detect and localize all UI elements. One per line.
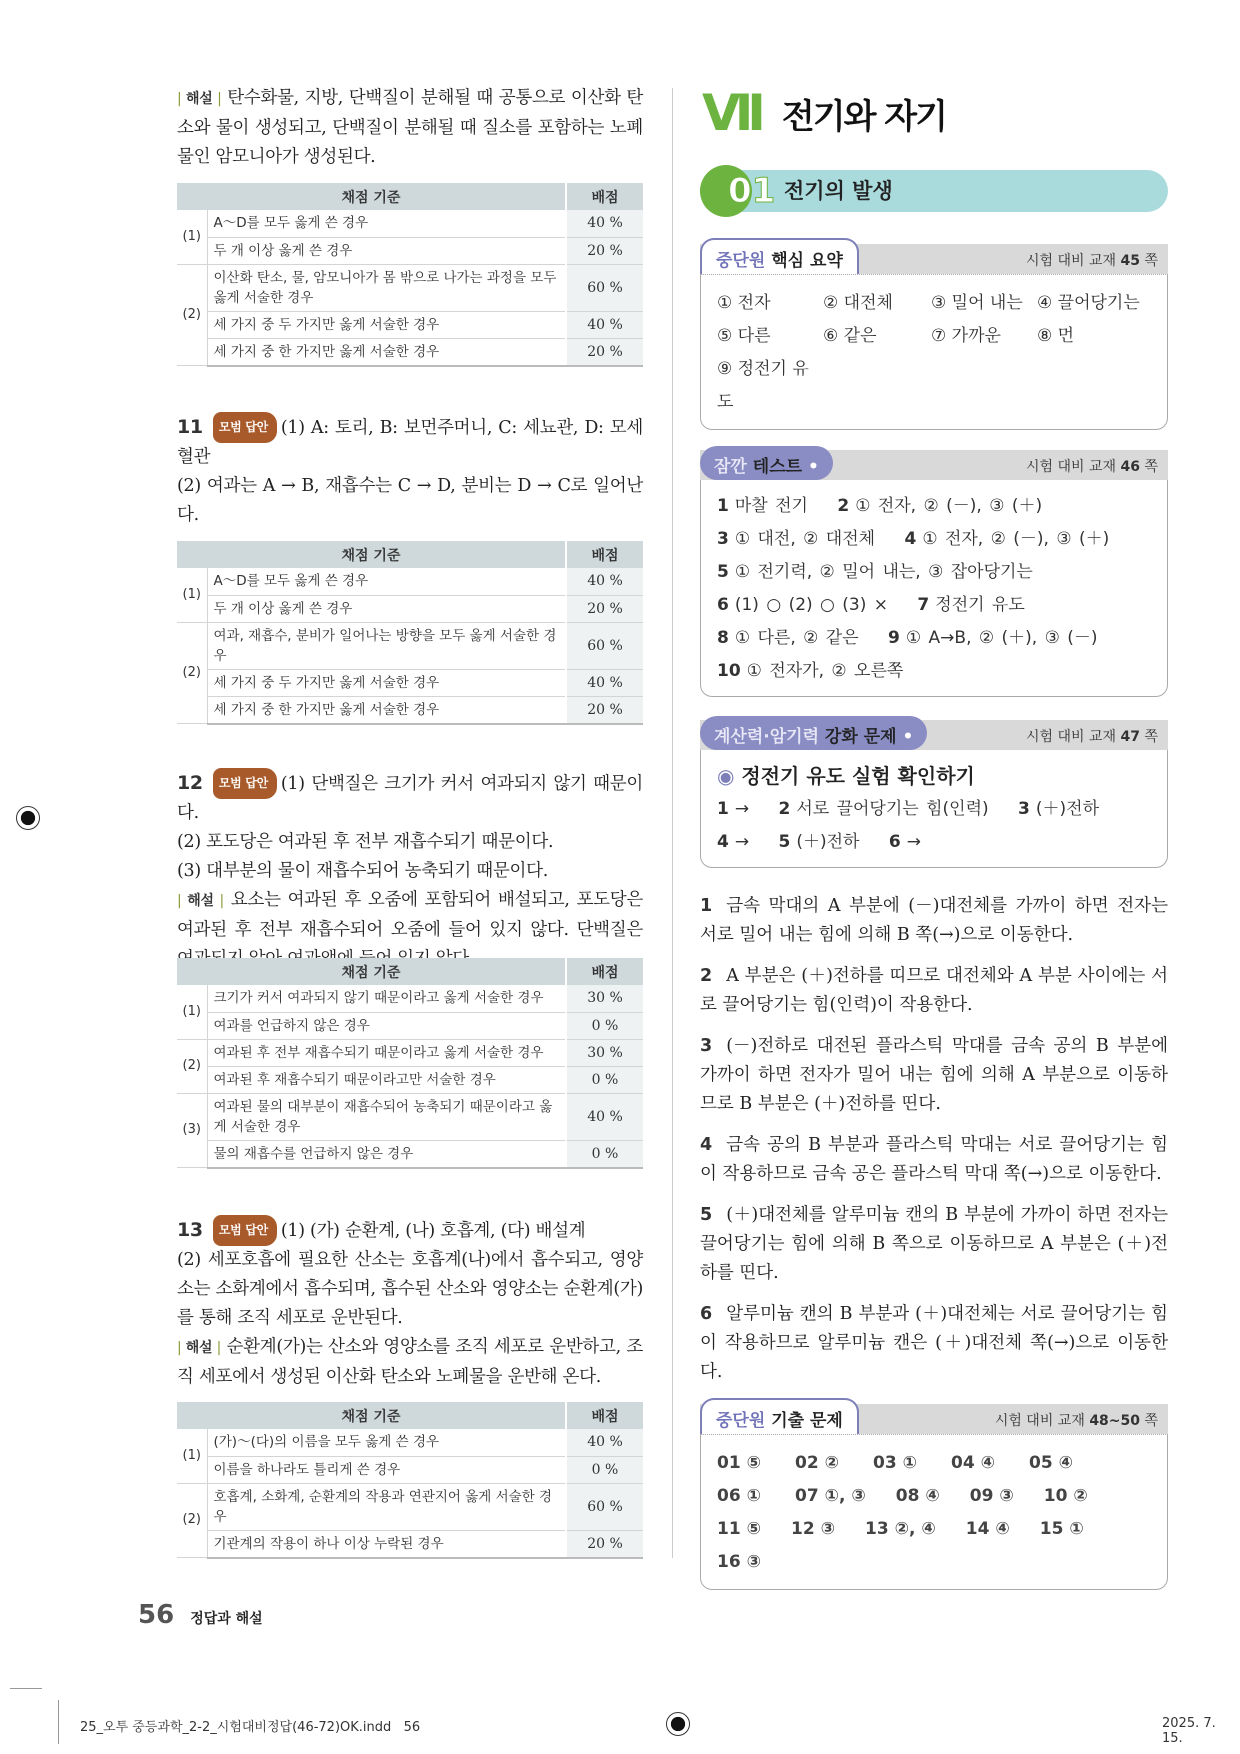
table-row — [177, 237, 643, 264]
score-cell: 40 % — [566, 210, 643, 237]
answer-text: (1) (가) 순환계, (나) 호흡계, (다) 배설계 — [280, 1221, 586, 1241]
question-number: 11 — [177, 416, 203, 438]
criteria-cell: 여과, 재흡수, 분비가 일어나는 방향을 모두 옳게 서술한 경우 — [207, 622, 566, 669]
item-text: 알루미늄 캔의 B 부분과 (＋)대전체는 서로 끌어당기는 힘이 작용하므로 알루미늄 캔은 (＋)대전체 쪽(→)으로 이동한다. — [700, 1304, 1168, 1382]
bullet-icon: ◉ — [717, 764, 735, 788]
table-row — [177, 1456, 643, 1483]
item-text: ② — [824, 1453, 839, 1473]
score-cell: 0 % — [566, 1066, 643, 1093]
row-group: (3) — [177, 1093, 207, 1168]
explanation-10 — [177, 84, 643, 172]
table-row — [177, 1012, 643, 1039]
score-header: 배점 — [566, 958, 643, 985]
question-number: 13 — [177, 1219, 203, 1241]
item-text: ① 전자, ② (－), ③ (＋) — [855, 496, 1043, 516]
item-number: 7 — [917, 595, 930, 615]
answer-item — [779, 799, 989, 819]
answer-item — [717, 529, 875, 549]
score-cell: 60 % — [566, 1483, 643, 1530]
score-cell: 40 % — [566, 669, 643, 696]
exam-answer — [717, 1447, 761, 1480]
answer-item — [904, 529, 1109, 549]
criteria-header: 채점 기준 — [177, 1402, 566, 1429]
section-banner — [700, 170, 1168, 212]
table-row — [177, 696, 643, 724]
exam-answer — [1044, 1480, 1088, 1513]
scoring-table — [177, 183, 643, 367]
criteria-cell: 크기가 커서 여과되지 않기 때문이라고 옳게 서술한 경우 — [207, 985, 566, 1012]
item-text: 금속 막대의 A 부분에 (－)대전체를 가까이 하면 전자는 서로 밀어 내는 힘에 의해 B 쪽(→)으로 이동한다. — [700, 896, 1168, 945]
item-text: ②, ④ — [894, 1519, 936, 1539]
item-number: 2 — [837, 496, 850, 516]
criteria-header: 채점 기준 — [177, 183, 566, 210]
exam-answer — [795, 1480, 866, 1513]
exam-answer — [717, 1480, 761, 1513]
table-row — [177, 622, 643, 669]
item-text: ④ — [980, 1453, 995, 1473]
exam-answer — [1029, 1447, 1073, 1480]
explanation-item — [700, 1032, 1168, 1119]
item-text: ① 전자, ② (－), ③ (＋) — [922, 529, 1110, 549]
explanation-item — [700, 1201, 1168, 1288]
explanation-item — [700, 892, 1168, 950]
criteria-cell: 세 가지 중 두 가지만 옳게 서술한 경우 — [207, 311, 566, 338]
row-group: (1) — [177, 1429, 207, 1483]
quick-test-box: 잠깐 테스트 • 시험 대비 교재 46 쪽 1 마찰 전기 2 ① 전자, ② (－), ③ (＋) 3 ① 대전, ② 대전체 4 ① 전자, ② (－), ③ (＋) 5 ① 전기력, ② 밀어 내는, ③ 잡아당기는 6 (1) ○ (2) ○ (3) × 7 정전기 유도 8 ① 다른, ② 같은 9 ① A→B, ② (＋), ③ (－) 10 ① 전자가, ② 오른쪽 — [700, 450, 1168, 697]
item-text: ① 다른, ② 같은 — [734, 628, 859, 648]
item-number: 03 — [873, 1453, 897, 1473]
item-text: ③ — [820, 1519, 835, 1539]
item-number: 2 — [778, 799, 791, 819]
answer-item — [889, 832, 921, 852]
explanation-text: 탄수화물, 지방, 단백질이 분해될 때 공통으로 이산화 탄소와 물이 생성되고, 단백질이 분해될 때 질소를 포함하는 노폐물인 암모니아가 생성된다. — [177, 88, 643, 167]
criteria-cell: 여과를 언급하지 않은 경우 — [207, 1012, 566, 1039]
item-number: 15 — [1039, 1519, 1064, 1539]
criteria-cell: 세 가지 중 두 가지만 옳게 서술한 경우 — [207, 669, 566, 696]
criteria-cell: A～D를 모두 옳게 쓴 경우 — [207, 210, 566, 237]
column-divider — [672, 88, 673, 1558]
score-header: 배점 — [566, 1402, 643, 1429]
summary-item: ② 대전체 — [823, 293, 893, 313]
summary-item: ⑤ 다른 — [717, 326, 771, 346]
exam-answer — [795, 1447, 839, 1480]
score-cell: 20 % — [566, 696, 643, 724]
criteria-cell: (가)～(다)의 이름을 모두 옳게 쓴 경우 — [207, 1429, 566, 1456]
item-text: ① A→B, ② (＋), ③ (－) — [905, 628, 1098, 648]
page-number: 56 — [138, 1600, 175, 1630]
answer-text: (2) 세포호흡에 필요한 산소는 호흡계(나)에서 흡수되고, 영양소는 소화계에서 흡수되며, 흡수된 산소와 영양소는 순환계(가)를 통해 조직 세포로 운반된다. — [177, 1250, 643, 1328]
item-number: 6 — [700, 1304, 713, 1324]
table-row — [177, 338, 643, 366]
chapter-heading: 전기와 자기 — [781, 96, 946, 137]
item-number: 1 — [717, 799, 729, 819]
crop-mark — [10, 1688, 42, 1689]
criteria-cell: 세 가지 중 한 가지만 옳게 서술한 경우 — [207, 338, 566, 366]
score-cell: 20 % — [566, 1530, 643, 1558]
item-number: 14 — [965, 1519, 990, 1539]
item-number: 5 — [700, 1205, 713, 1225]
model-answer-badge: 모범 답안 — [213, 768, 277, 799]
criteria-cell: 물의 재흡수를 언급하지 않은 경우 — [207, 1140, 566, 1168]
item-number: 6 — [717, 595, 729, 615]
row-group: (2) — [177, 264, 207, 366]
page-footer — [138, 1600, 263, 1630]
criteria-header: 채점 기준 — [177, 541, 566, 568]
score-cell: 20 % — [566, 237, 643, 264]
registration-mark-icon — [16, 806, 40, 830]
criteria-cell: 여과된 후 재흡수되기 때문이라고만 서술한 경우 — [207, 1066, 566, 1093]
item-text: ③ — [746, 1552, 761, 1572]
table-row — [177, 1140, 643, 1168]
item-number: 13 — [865, 1519, 889, 1539]
item-number: 01 — [717, 1453, 741, 1473]
score-cell: 20 % — [566, 595, 643, 622]
answer-item — [779, 832, 860, 852]
item-text: → — [906, 832, 921, 852]
item-text: (＋)대전체를 알루미늄 캔의 B 부분에 가까이 하면 전자는 끌어당기는 힘에 의해 B 쪽으로 이동하므로 A 부분은 (＋)전하를 띤다. — [700, 1205, 1168, 1283]
item-text: 금속 공의 B 부분과 플라스틱 막대는 서로 끌어당기는 힘이 작용하므로 금속 공은 플라스틱 막대 쪽(→)으로 이동한다. — [700, 1135, 1168, 1184]
exam-answer — [966, 1513, 1010, 1546]
table-row — [177, 568, 643, 595]
item-text: ① 전자가, ② 오른쪽 — [746, 661, 904, 681]
item-number: 09 — [969, 1486, 994, 1506]
answer-item — [717, 496, 808, 516]
exam-answer — [717, 1546, 761, 1579]
criteria-cell: 여과된 후 전부 재흡수되기 때문이라고 옳게 서술한 경우 — [207, 1039, 566, 1066]
criteria-header: 채점 기준 — [177, 958, 566, 985]
score-cell: 60 % — [566, 622, 643, 669]
explanation-item — [700, 962, 1168, 1020]
registration-mark-icon — [666, 1712, 690, 1736]
chapter-title — [702, 84, 946, 142]
table-row — [177, 1429, 643, 1456]
row-group: (1) — [177, 985, 207, 1039]
explanation-label: | 해설 | — [177, 1340, 222, 1356]
item-number: 07 — [795, 1486, 819, 1506]
table-row — [177, 210, 643, 237]
row-group: (2) — [177, 622, 207, 724]
answer-item — [717, 628, 859, 648]
item-text: ① — [902, 1453, 917, 1473]
item-number: 11 — [717, 1519, 741, 1539]
answer-text: (2) 여과는 A → B, 재흡수는 C → D, 분비는 D → C로 일어난다. — [177, 476, 643, 525]
explanation-text: 요소는 여과된 후 오줌에 포함되어 배설되고, 포도당은 여과된 후 전부 재흡수되어 오줌에 들어 있지 않다. 단백질은 — [177, 890, 643, 940]
item-number: 1 — [700, 896, 713, 916]
print-date: 2025. 7. 15. — [1162, 1716, 1216, 1746]
item-number: 04 — [951, 1453, 975, 1473]
exam-answer — [951, 1447, 995, 1480]
criteria-cell: 세 가지 중 한 가지만 옳게 서술한 경우 — [207, 696, 566, 724]
summary-item: ⑦ 가까운 — [931, 326, 1001, 346]
score-cell: 30 % — [566, 1039, 643, 1066]
scoring-table — [177, 1402, 643, 1559]
explanation-item — [700, 1131, 1168, 1189]
explanation-item — [700, 1300, 1168, 1387]
exam-answer — [865, 1513, 936, 1546]
item-number: 3 — [700, 1036, 713, 1056]
answer-item — [717, 799, 749, 819]
calc-box: 계산력·암기력 강화 문제 • 시험 대비 교재 47 쪽 ◉ 정전기 유도 실험 확인하기 1 → 2 서로 끌어당기는 힘(인력) 3 (＋)전하 4 → 5 (＋)전하 6 → — [700, 720, 1168, 868]
item-number: 4 — [700, 1135, 713, 1155]
item-text: 서로 끌어당기는 힘(인력) — [796, 799, 989, 819]
answer-text: (2) 포도당은 여과된 후 전부 재흡수되기 때문이다. — [177, 832, 554, 852]
answer-item — [717, 562, 1033, 582]
answer-item — [837, 496, 1042, 516]
scoring-table-12 — [177, 958, 643, 1169]
summary-item: ⑥ 같은 — [823, 326, 877, 346]
table-row — [177, 595, 643, 622]
score-cell: 0 % — [566, 1140, 643, 1168]
section-number: 01 — [728, 171, 776, 211]
item-text: ① — [746, 1486, 761, 1506]
summary-item: ⑨ 정전기 유도 — [717, 359, 809, 412]
item-number: 05 — [1029, 1453, 1053, 1473]
item-number: 5 — [717, 562, 729, 582]
score-cell: 40 % — [566, 1093, 643, 1140]
answer-text: (1) A: 토리, B: 보먼주머니, C: 세뇨관, D: 모세혈관 — [177, 418, 643, 467]
item-text: ④ — [995, 1519, 1010, 1539]
scoring-table-13 — [177, 1402, 643, 1559]
table-row — [177, 1066, 643, 1093]
score-cell: 0 % — [566, 1012, 643, 1039]
item-text: ⑤ — [746, 1453, 761, 1473]
item-text: 마찰 전기 — [734, 496, 808, 516]
criteria-cell: A～D를 모두 옳게 쓴 경우 — [207, 568, 566, 595]
item-text: (1) ○ (2) ○ (3) × — [734, 595, 889, 615]
item-number: 5 — [778, 832, 791, 852]
item-text: ① — [1069, 1519, 1084, 1539]
table-row — [177, 669, 643, 696]
score-cell: 40 % — [566, 568, 643, 595]
footer-label: 정답과 해설 — [190, 1611, 263, 1627]
item-text: (－)전하로 대전된 플라스틱 막대를 금속 공의 B 부분에 가까이 하면 전자가 밀어 내는 힘에 의해 A 부분으로 이동하므로 B 부분은 (＋)전하를 띤다. — [700, 1036, 1168, 1114]
score-header: 배점 — [566, 183, 643, 210]
row-group: (2) — [177, 1483, 207, 1558]
score-cell: 0 % — [566, 1456, 643, 1483]
answer-11 — [177, 412, 643, 530]
explanation-text: 순환계(가)는 산소와 영양소를 조직 세포로 운반하고, 조직 세포에서 생성된 이산화 탄소와 노폐물을 운반해 온다. — [177, 1337, 643, 1387]
answer-13 — [177, 1215, 643, 1392]
item-number: 1 — [717, 496, 729, 516]
item-number: 4 — [904, 529, 917, 549]
answer-item — [717, 595, 888, 615]
item-text: (＋)전하 — [1035, 799, 1099, 819]
table-header — [177, 1402, 643, 1429]
table-row — [177, 1530, 643, 1558]
score-cell: 30 % — [566, 985, 643, 1012]
item-text: → — [734, 832, 750, 852]
table-header — [177, 183, 643, 210]
explanation-label: | 해설 | — [177, 91, 222, 107]
item-number: 08 — [895, 1486, 920, 1506]
answer-text: (3) 대부분의 물이 재흡수되어 농축되기 때문이다. — [177, 861, 548, 881]
calc-subtitle: ◉ 정전기 유도 실험 확인하기 — [717, 764, 975, 788]
crop-mark — [58, 1700, 59, 1744]
summary-item: ⑧ 먼 — [1037, 326, 1075, 346]
exam-answer — [717, 1513, 761, 1546]
item-number: 12 — [791, 1519, 815, 1539]
row-group: (1) — [177, 568, 207, 622]
criteria-cell: 여과된 물의 대부분이 재흡수되어 농축되기 때문이라고 옳게 서술한 경우 — [207, 1093, 566, 1140]
item-text: → — [734, 799, 750, 819]
scoring-table-10 — [177, 183, 643, 367]
item-text: ③ — [999, 1486, 1014, 1506]
exam-answer — [970, 1480, 1014, 1513]
item-text: 정전기 유도 — [935, 595, 1025, 615]
item-text: ④ — [925, 1486, 940, 1506]
item-number: 3 — [1018, 799, 1030, 819]
table-header — [177, 958, 643, 985]
score-cell: 60 % — [566, 264, 643, 311]
criteria-cell: 이산화 탄소, 물, 암모니아가 몸 밖으로 나가는 과정을 모두 옳게 서술한 경우 — [207, 264, 566, 311]
criteria-cell: 이름을 하나라도 틀리게 쓴 경우 — [207, 1456, 566, 1483]
answer-item — [888, 628, 1097, 648]
item-number: 10 — [717, 661, 741, 681]
item-number: 06 — [717, 1486, 741, 1506]
answer-item — [1018, 799, 1099, 819]
score-cell: 20 % — [566, 338, 643, 366]
score-header: 배점 — [566, 541, 643, 568]
criteria-cell: 호흡계, 소화계, 순환계의 작용과 연관지어 옳게 서술한 경우 — [207, 1483, 566, 1530]
score-cell: 40 % — [566, 1429, 643, 1456]
table-header — [177, 541, 643, 568]
model-answer-badge: 모범 답안 — [213, 412, 277, 443]
item-number: 3 — [717, 529, 729, 549]
score-cell: 40 % — [566, 311, 643, 338]
exam-answer — [873, 1447, 917, 1480]
item-text: ① 대전, ② 대전체 — [734, 529, 876, 549]
exam-answer — [791, 1513, 835, 1546]
criteria-cell: 기관계의 작용이 하나 이상 누락된 경우 — [207, 1530, 566, 1558]
item-text: A 부분은 (＋)전하를 띠므로 대전체와 A 부분 사이에는 서로 끌어당기는 힘(인력)이 작용한다. — [700, 966, 1168, 1015]
row-group: (1) — [177, 210, 207, 264]
item-number: 6 — [888, 832, 901, 852]
item-number: 4 — [717, 832, 729, 852]
item-text: ①, ③ — [824, 1486, 866, 1506]
criteria-cell: 두 개 이상 옳게 쓴 경우 — [207, 237, 566, 264]
summary-box: 중단원 핵심 요약 시험 대비 교재 45 쪽 ① 전자 ② 대전체 ③ 밀어 내는 ④ 끌어당기는 ⑤ 다른 ⑥ 같은 ⑦ 가까운 ⑧ 먼 ⑨ 정전기 유도 — [700, 244, 1168, 430]
summary-item: ④ 끌어당기는 — [1037, 293, 1140, 313]
item-number: 10 — [1043, 1486, 1068, 1506]
scoring-table-11 — [177, 541, 643, 725]
item-number: 2 — [700, 966, 713, 986]
item-number: 02 — [795, 1453, 819, 1473]
exam-answer — [1040, 1513, 1084, 1546]
table-row — [177, 985, 643, 1012]
scoring-table — [177, 541, 643, 725]
question-number: 12 — [177, 772, 203, 794]
explanation-label: | 해설 | — [177, 893, 224, 909]
table-row — [177, 1039, 643, 1066]
table-row — [177, 1483, 643, 1530]
answer-item — [917, 595, 1024, 615]
item-text: ① 전기력, ② 밀어 내는, ③ 잡아당기는 — [734, 562, 1033, 582]
item-number: 16 — [717, 1552, 741, 1572]
exam-answer — [896, 1480, 940, 1513]
item-text: (＋)전하 — [796, 832, 860, 852]
chapter-numeral: VII — [702, 84, 760, 142]
explanations-list — [700, 892, 1168, 1399]
scoring-table — [177, 958, 643, 1169]
exam-box: 중단원 기출 문제 시험 대비 교재 48~50 쪽 01 ⑤ 02 ② 03 ① 04 ④ 05 ④ 06 ① 07 ①, ③ 08 ④ 09 ③ 10 ② 11 ⑤ 12 ③ 13 ②, ④ 14 ④ 15 ① 16 ③ — [700, 1404, 1168, 1590]
item-text: ⑤ — [746, 1519, 761, 1539]
table-row — [177, 264, 643, 311]
table-row — [177, 1093, 643, 1140]
summary-item: ③ 밀어 내는 — [931, 293, 1023, 313]
table-row — [177, 311, 643, 338]
answer-item — [717, 832, 749, 852]
row-group: (2) — [177, 1039, 207, 1093]
model-answer-badge: 모범 답안 — [213, 1215, 277, 1246]
item-text: ④ — [1058, 1453, 1073, 1473]
item-text: ② — [1073, 1486, 1088, 1506]
answer-12 — [177, 768, 643, 974]
answer-item — [717, 661, 903, 681]
file-name: 25_오투 중등과학_2-2_시험대비정답(46-72)OK.indd 56 — [80, 1720, 421, 1735]
answer-text: (1) 단백질은 크기가 커서 여과되지 않기 때문이다. — [177, 774, 643, 823]
criteria-cell: 두 개 이상 옳게 쓴 경우 — [207, 595, 566, 622]
summary-item: ① 전자 — [717, 293, 771, 313]
section-title: 전기의 발생 — [784, 179, 893, 203]
item-number: 9 — [888, 628, 900, 648]
item-number: 8 — [717, 628, 729, 648]
